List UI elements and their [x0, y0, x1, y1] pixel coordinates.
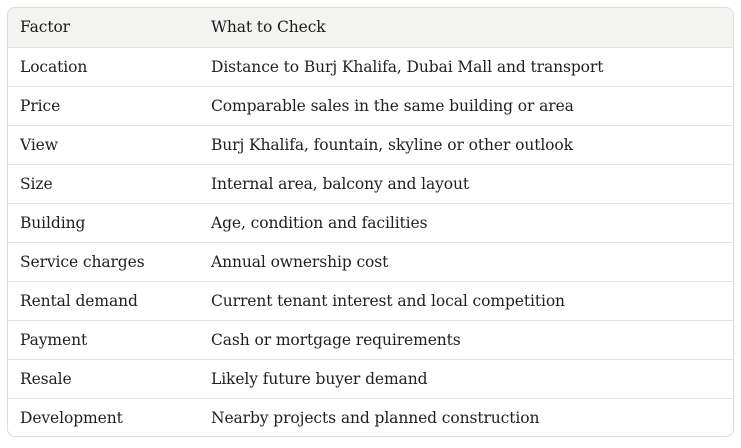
factor-cell: Size — [20, 174, 53, 193]
check-cell: Comparable sales in the same building or area — [211, 96, 574, 115]
factor-table — [8, 8, 733, 437]
factor-cell: View — [20, 135, 58, 154]
factor-table-container — [7, 7, 734, 437]
table-row — [8, 359, 733, 398]
factor-cell: Resale — [20, 369, 72, 388]
check-cell: Annual ownership cost — [211, 252, 389, 271]
check-cell: Distance to Burj Khalifa, Dubai Mall and transport — [211, 57, 604, 76]
table-row — [8, 203, 733, 242]
check-cell: Burj Khalifa, fountain, skyline or other outlook — [211, 135, 573, 154]
table-row — [8, 242, 733, 281]
check-cell: Current tenant interest and local competition — [211, 291, 565, 310]
header-factor: Factor — [20, 18, 70, 37]
table-row — [8, 164, 733, 203]
factor-cell: Location — [20, 57, 88, 76]
factor-cell: Development — [20, 408, 123, 427]
table-row — [8, 281, 733, 320]
factor-cell: Building — [20, 213, 86, 232]
factor-cell: Rental demand — [20, 291, 138, 310]
table-row — [8, 86, 733, 125]
table-row — [8, 398, 733, 437]
table-header — [8, 8, 733, 47]
check-cell: Nearby projects and planned construction — [211, 408, 540, 427]
factor-cell: Service charges — [20, 252, 145, 271]
check-cell: Cash or mortgage requirements — [211, 330, 461, 349]
table-row — [8, 320, 733, 359]
header-what-to-check: What to Check — [211, 18, 326, 37]
table-body — [8, 47, 733, 437]
check-cell: Age, condition and facilities — [211, 213, 428, 232]
factor-cell: Payment — [20, 330, 88, 349]
header-row — [8, 8, 733, 47]
table-row — [8, 47, 733, 86]
check-cell: Likely future buyer demand — [211, 369, 428, 388]
check-cell: Internal area, balcony and layout — [211, 174, 470, 193]
table-row — [8, 125, 733, 164]
factor-cell: Price — [20, 96, 61, 115]
